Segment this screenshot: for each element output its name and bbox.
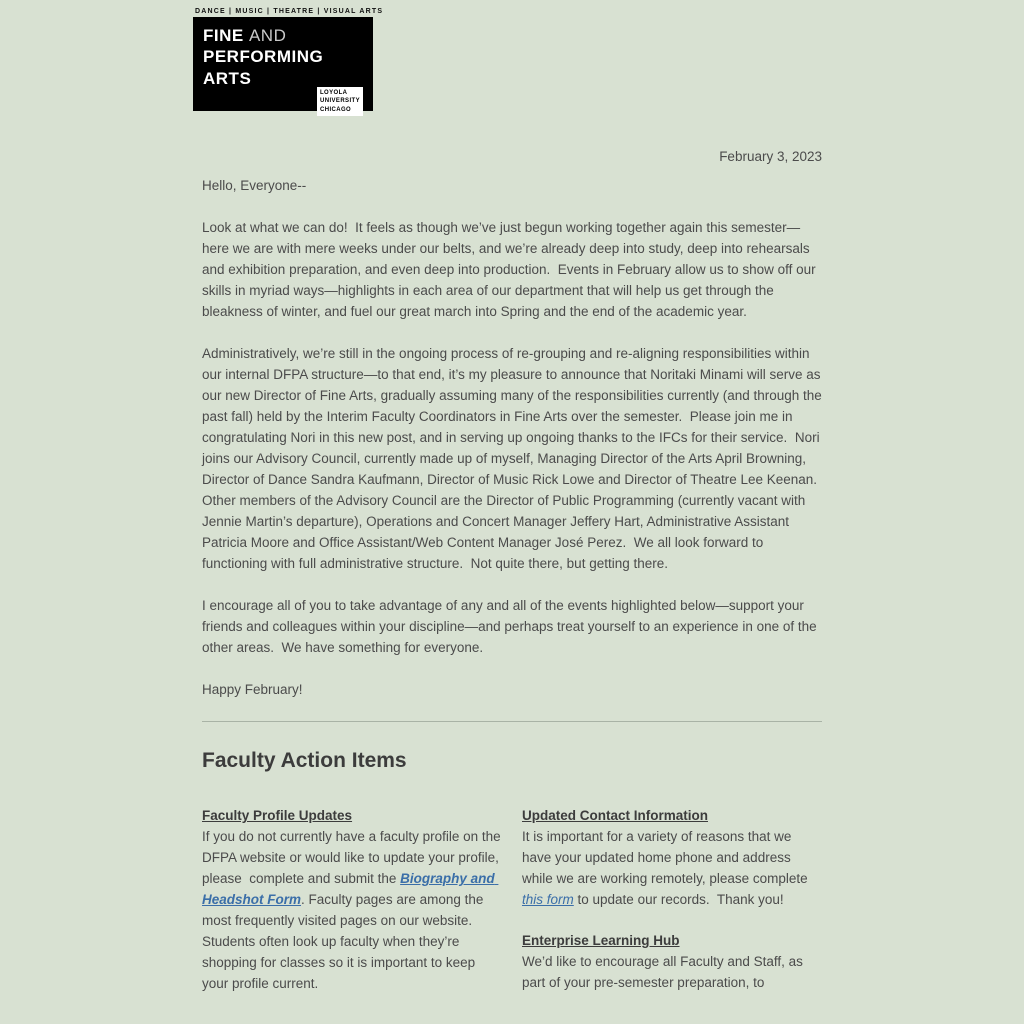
section-divider (202, 721, 822, 722)
updated-contact-information-item (522, 805, 822, 910)
body-text-before-link: If you do not currently have a faculty profile on the DFPA website or would like to update your profile, please complete and submit the (202, 829, 505, 886)
left-column (202, 805, 505, 994)
letter-closing: Happy February! (202, 682, 303, 697)
body-text-after-link: . Faculty pages are among the most frequently visited pages on our website. Students often look up faculty when they’re shopping for classes so it is important to keep your profile current. (202, 892, 488, 991)
section-title: Faculty Action Items (202, 749, 407, 772)
loyola-university-chicago-mark (317, 87, 363, 116)
letter-paragraph-3: I encourage all of you to take advantage of any and all of the events highlighted below—support your friends and colleagues within your discipline—and perhaps treat yourself to an experience in one of the other areas. We have something for everyone. (202, 598, 821, 655)
faculty-profile-updates-body (202, 826, 505, 994)
logo-word-arts: ARTS (203, 68, 252, 88)
logo-word-and: AND (248, 26, 287, 45)
faculty-profile-updates-item (202, 805, 505, 994)
logo-box (193, 17, 373, 111)
biography-and-headshot-form-link[interactable]: Biography and Headshot Form (202, 871, 499, 907)
right-column (522, 805, 822, 994)
enterprise-learning-hub-heading: Enterprise Learning Hub (522, 933, 680, 948)
updated-contact-information-heading: Updated Contact Information (522, 808, 708, 823)
logo-univ-line-university: UNIVERSITY (319, 98, 360, 105)
letter-date: February 3, 2023 (719, 149, 822, 164)
faculty-profile-updates-heading: Faculty Profile Updates (202, 808, 353, 823)
logo-tagline: DANCE | MUSIC | THEATRE | VISUAL ARTS (195, 8, 384, 15)
dfpa-logo (193, 8, 822, 111)
updated-contact-information-body (522, 826, 822, 910)
faculty-action-items-columns (202, 805, 822, 994)
newsletter-body (195, 0, 826, 994)
letter-paragraph-2: Administratively, we’re still in the ongoing process of re-grouping and re-aligning responsibilities within our internal DFPA structure—to that end, it’s my pleasure to announce that Noritaki Minami will serve as our new Director of Fine Arts, gradually assuming many of the responsibilities currently (and through the past fall) held by the Interim Faculty Coordinators in Fine Arts over the semester. Please join me in congratulating Nori in this new post, and in serving up ongoing thanks to the IFCs for their service. Nori joins our Advisory Council, currently made up of myself, Managing Director of the Arts April Browning, Director of Dance Sandra Kaufmann, Director of Music Rick Lowe and Director of Theatre Lee Keenan. Other members of the Advisory Council are the Director of Public Programming (currently vacant with Jennie Martin’s departure), Operations and Concert Manager Jeffery Hart, Administrative Assistant Patricia Moore and Office Assistant/Web Content Manager José Perez. We all look forward to functioning with full administrative structure. Not quite there, but getting there. (202, 346, 826, 571)
letter-paragraph-1: Look at what we can do! It feels as though we’ve just begun working together again this semester—here we are with mere weeks under our belts, and we’re already deep into study, deep into rehearsals and exhibition preparation, and even deep into production. Events in February allow us to show off our skills in myriad ways—highlights in each area of our department that will help us get through the bleakness of winter, and fuel our great march into Spring and the end of the academic year. (202, 220, 820, 319)
body-text-before-link: It is important for a variety of reasons that we have your updated home phone and address while we are working remotely, please complete (522, 829, 812, 886)
logo-univ-line-chicago: CHICAGO (319, 106, 352, 113)
body-text-after-link: to update our records. Thank you! (573, 892, 784, 907)
letter-greeting: Hello, Everyone-- (202, 178, 307, 193)
this-form-link[interactable]: this form (522, 892, 574, 907)
logo-word-fine: FINE (203, 26, 244, 45)
logo-word-performing: PERFORMING (203, 47, 324, 67)
logo-univ-line-loyola: LOYOLA (319, 89, 348, 96)
enterprise-learning-hub-item (522, 930, 822, 993)
enterprise-learning-hub-body: We’d like to encourage all Faculty and Staff, as part of your pre-semester preparation, to (522, 954, 807, 990)
logo-line-fine-and (203, 25, 363, 46)
